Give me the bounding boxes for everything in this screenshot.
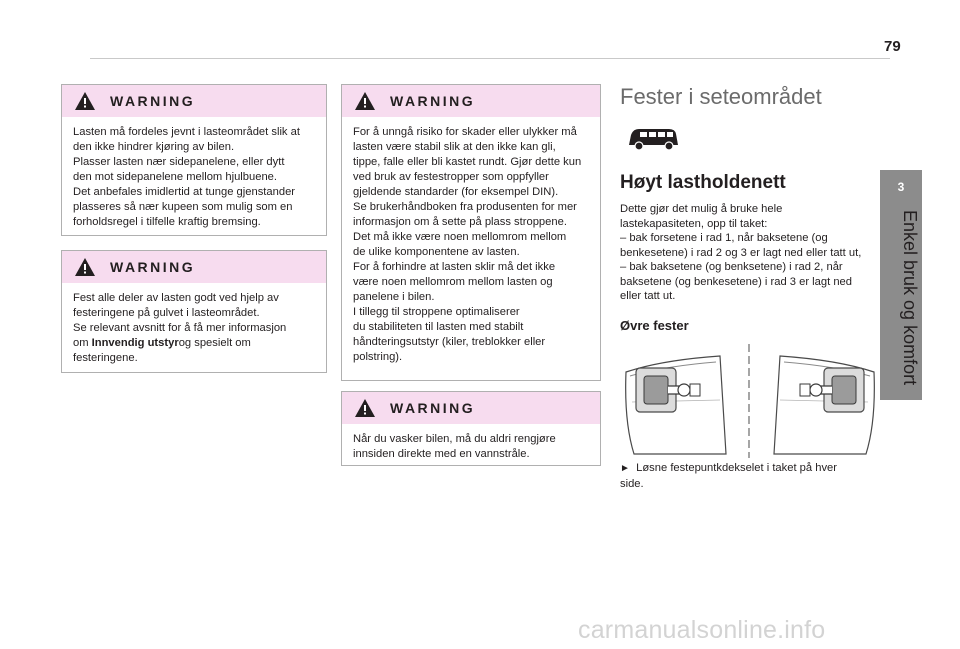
paragraph-line: – bak forsetene i rad 1, når baksetene (og [620, 232, 828, 244]
paragraph-line: – bak baksetene (og benksetene) i rad 2, når [620, 261, 843, 273]
paragraph-line: baksetene (og benkesetene) i rad 3 er lagt ned [620, 275, 852, 288]
warning-line [73, 336, 316, 351]
warning-line: Se brukerhåndboken fra produsenten for mer [353, 201, 577, 213]
warning-line: informasjon om å sette på plass stroppene. [353, 216, 567, 228]
warning-line: du stabiliteten til lasten med stabilt [353, 321, 524, 333]
warning-title: WARNING [390, 93, 476, 109]
heading-high-load-net: Høyt lastholdenett [620, 172, 786, 193]
instruction-step [620, 461, 870, 491]
warning-box-car-wash [341, 391, 601, 466]
page-number: 79 [884, 38, 901, 55]
warning-line: Det må ikke være noen mellomrom mellom [353, 231, 567, 243]
warning-triangle-icon [74, 257, 96, 277]
warning-line: den mot sidepanelene mellom hjulbuene. [73, 171, 277, 183]
warning-title: WARNING [390, 400, 476, 416]
warning-line: de ulike komponentene av lasten. [353, 246, 520, 258]
warning-box-secure-load [61, 250, 327, 373]
warning-header [62, 251, 326, 283]
chapter-title: Enkel bruk og komfort [900, 210, 920, 386]
warning-line: innsiden direkte med en vannstråle. [353, 448, 530, 460]
warning-triangle-icon [74, 91, 96, 111]
warning-line: festeringene. [73, 352, 138, 364]
section-title: Fester i seteområdet [620, 84, 822, 109]
warning-line: For å unngå risiko for skader eller ulykker må [353, 126, 577, 138]
step-arrow-icon: ► [620, 463, 630, 474]
warning-line: håndteringsutstyr (kiler, treblokker eller [353, 336, 546, 348]
van-silhouette-icon [625, 125, 681, 153]
warning-title: WARNING [110, 93, 196, 109]
warning-box-load-distribution [61, 84, 327, 236]
warning-line: være noen mellomrom mellom lasten og [353, 276, 553, 288]
warning-line: panelene i bilen. [353, 291, 435, 303]
warning-triangle-icon [354, 398, 376, 418]
description-paragraph [620, 202, 876, 304]
warning-line: Det anbefales imidlertid at tunge gjenstander [73, 186, 296, 198]
warning-line: lasten være stabil slik at den ikke kan gli, [353, 141, 556, 153]
watermark: carmanualsonline.info [578, 616, 826, 644]
step-line: Løsne festepuntkdekselet i taket på hver [636, 462, 837, 474]
step-line: side. [620, 477, 644, 490]
warning-line: plasseres så nær kupeen som mulig som en [73, 201, 293, 213]
top-divider [90, 58, 890, 59]
paragraph-line: eller tatt ut. [620, 290, 676, 302]
warning-line: forholdsregel i tilfelle kraftig bremsing. [73, 216, 261, 228]
warning-line: Plasser lasten nær sidepanelene, eller dytt [73, 156, 285, 168]
warning-line: Se relevant avsnitt for å få mer informasjon [73, 322, 287, 334]
paragraph-line: lastekapasiteten, opp til taket: [620, 217, 768, 230]
warning-line: Lasten må fordeles jevnt i lasteområdet slik at [73, 126, 300, 138]
warning-text [62, 283, 326, 374]
warning-text [342, 424, 600, 470]
warning-triangle-icon [354, 91, 376, 111]
warning-line: tippe, falle eller bli kastet rundt. Gjør dette kun [353, 156, 582, 168]
warning-text [62, 117, 326, 238]
warning-line: polstring). [353, 351, 403, 363]
warning-line: Når du vasker bilen, må du aldri rengjøre [353, 433, 556, 445]
warning-header [62, 85, 326, 117]
chapter-number: 3 [897, 180, 905, 194]
warning-line: Fest alle deler av lasten godt ved hjelp av [73, 292, 279, 304]
text-fragment: og spesielt om [178, 337, 251, 349]
paragraph-line: Dette gjør det mulig å bruke hele [620, 203, 783, 215]
warning-line: gjeldende standarder (for eksempel DIN). [353, 186, 559, 198]
warning-text [342, 117, 600, 373]
warning-header [342, 85, 600, 117]
warning-line: ved bruk av festestropper som oppfyller [353, 171, 549, 183]
warning-title: WARNING [110, 259, 196, 275]
text-fragment: om [73, 337, 92, 349]
paragraph-line: benkesetene) i rad 2 og 3 er lagt ned eller tatt ut, [620, 246, 862, 259]
upper-anchor-points-illustration [622, 342, 878, 460]
heading-upper-anchors: Øvre fester [620, 318, 689, 333]
warning-box-load-stability [341, 84, 601, 381]
warning-line: For å forhindre at lasten sklir må det ikke [353, 261, 556, 273]
warning-header [342, 392, 600, 424]
warning-line: den ikke hindrer kjøring av bilen. [73, 141, 235, 153]
cross-reference: Innvendig utstyr [91, 337, 179, 349]
warning-line: festeringene på gulvet i lasteområdet. [73, 307, 260, 319]
warning-line: I tillegg til stroppene optimaliserer [353, 306, 520, 318]
